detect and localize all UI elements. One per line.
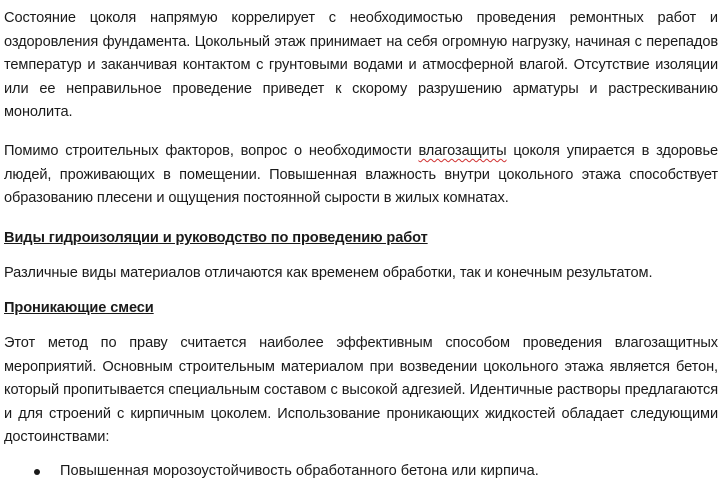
paragraph-penetrating-method: Этот метод по праву считается наиболее эффективным способом проведения влагозащитных мероприятий. Основным строительным материалом при возведении цокольного этажа является бетон, который пропитывается специальным составом с высокой адгезией. Идентичные растворы предлагаются и для строений с кирпичным цоколем. Использование проникающих жидкостей обладает следующими достоинствами:: [4, 335, 718, 445]
paragraph-text-end: цоколя упирается в здоровье людей, проживающих в помещении. Повышенная влажность внутри цокольного этажа способствует образованию плесени и ощущения постоянной сырости в жилых комнатах.: [4, 143, 718, 206]
spellcheck-flagged-word[interactable]: влагозащиты: [418, 143, 507, 159]
paragraph-text-start: Помимо строительных факторов, вопрос о необходимости: [4, 143, 419, 159]
paragraph-plinth-condition: Состояние цоколя напрямую коррелирует с необходимостью проведения ремонтных работ и оздоровления фундамента. Цокольный этаж принимает на себя огромную нагрузку, начиная с перепадов температур и заканчивая контактом с грунтовыми водами и атмосферной влагой. Отсутствие изоляции или ее неправильное проведение приведет к скорому разрушению арматуры и растрескиванию монолита.: [4, 10, 718, 120]
paragraph-material-types: Различные виды материалов отличаются как временем обработки, так и конечным результатом.: [4, 265, 653, 281]
bullet-icon: [34, 469, 40, 475]
list-item-text: Повышенная морозоустойчивость обработанного бетона или кирпича.: [60, 463, 539, 479]
paragraph-health-factors: [4, 140, 718, 211]
section-heading-waterproofing-types: Виды гидроизоляции и руководство по проведению работ: [4, 230, 428, 246]
section-heading-penetrating-mixes: Проникающие смеси: [4, 300, 154, 316]
